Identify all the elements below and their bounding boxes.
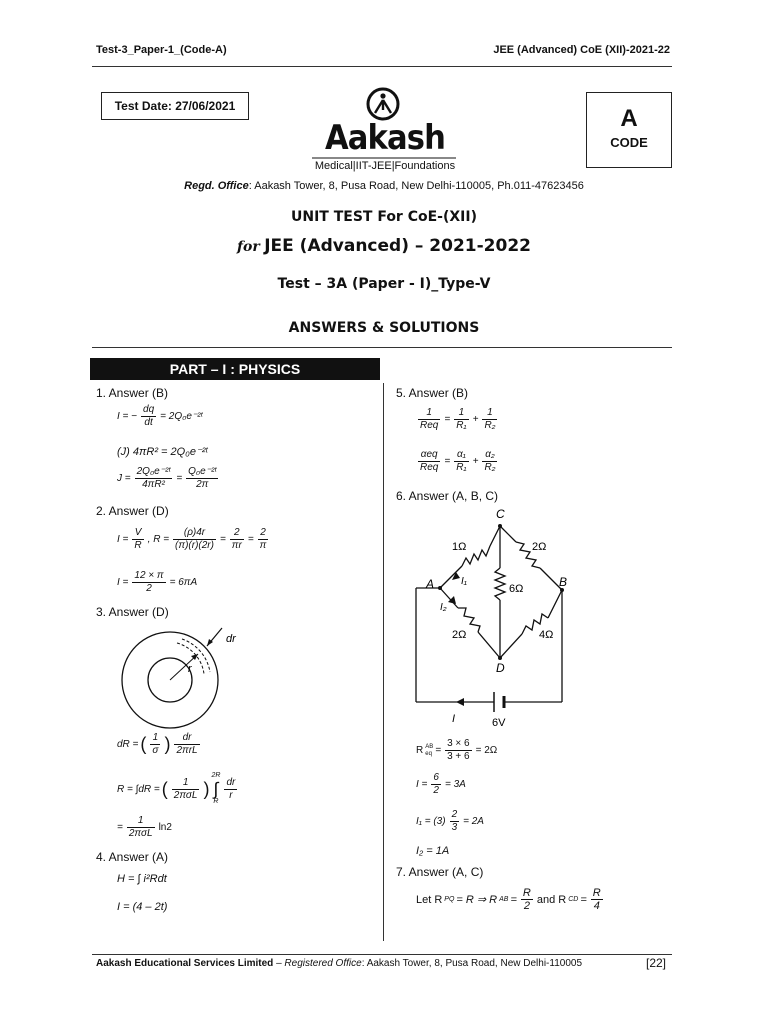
- test-title: Test – 3A (Paper - I)_Type-V: [277, 276, 491, 292]
- header-rule: [92, 66, 672, 67]
- resistor-db-label: 4Ω: [539, 629, 554, 641]
- q7-l1-e: =: [580, 893, 587, 906]
- q5-l2-plus: +: [472, 456, 479, 467]
- q3-l1-num2: dr: [174, 732, 199, 745]
- node-a-label: A: [426, 577, 435, 591]
- q6-l3-lhs: I₁ = (3): [416, 816, 446, 827]
- jee-title-text: JEE (Advanced) – 2021-2022: [264, 236, 531, 256]
- battery-label: 6V: [492, 717, 506, 729]
- q6-l1-sup: AB: [425, 743, 434, 750]
- q5-l1-num1: 1: [418, 407, 440, 420]
- title-rule: [92, 347, 672, 348]
- q5-l1-num2: 1: [454, 407, 468, 420]
- q6-l1-eq: =: [435, 745, 442, 756]
- q4-line-1: H = ∫ i²Rdt: [117, 873, 167, 885]
- current-i-label: I: [452, 713, 456, 725]
- q7-l1-b: = R ⇒ R: [456, 894, 498, 906]
- q3-l1-den1: σ: [152, 745, 159, 756]
- q6-line-1: [416, 738, 497, 763]
- q7-l1-num1: R: [522, 887, 531, 899]
- q5-l1-den3: R₂: [484, 420, 496, 431]
- q2-l1-d: =: [247, 534, 254, 545]
- q6-l1-den: 3 + 6: [447, 751, 470, 762]
- footer-address: : Aakash Tower, 8, Pusa Road, New Delhi-110005: [361, 958, 583, 969]
- q7-l1-a: Let R: [416, 893, 443, 906]
- q1-l3-num2: Q₀e⁻²ᵗ: [188, 466, 217, 477]
- q5-l2-eq: =: [444, 456, 451, 467]
- q2-l1-num3: 2: [230, 527, 244, 540]
- q5-line-2: [416, 449, 499, 474]
- q6-l3-rhs: = 2A: [463, 816, 484, 827]
- q2-l1-den1: R: [134, 540, 142, 551]
- node-b-label: B: [559, 575, 568, 589]
- q7-l1-c: =: [510, 893, 517, 906]
- q2-l1-c: =: [219, 534, 226, 545]
- q3-l1-lhs: dR =: [117, 739, 139, 750]
- q3-l3-den: 2πσL: [128, 828, 153, 839]
- code-letter: A: [620, 105, 638, 132]
- q1-l3-den1: 4πR²: [142, 479, 165, 490]
- q7-l1-num2: R: [592, 887, 601, 899]
- q5-l1-eq: =: [444, 414, 451, 425]
- q6-l2-rhs: = 3A: [444, 779, 466, 790]
- q1-l1-den: dt: [144, 417, 153, 428]
- logo-wordmark: Aakash: [325, 118, 445, 158]
- q3-l2-den2: r: [229, 789, 233, 801]
- q1-l3-den2: 2π: [196, 479, 209, 490]
- q1-l3-num1: 2Q₀e⁻²ᵗ: [136, 466, 171, 477]
- wheatstone-bridge-circuit: [412, 504, 572, 732]
- q3-l1-num1: 1: [150, 732, 160, 745]
- q1-line-2: (J) 4πR² = 2Q₀e⁻²ᵗ: [117, 446, 208, 458]
- q1-line-3: [117, 466, 220, 491]
- regd-office-text: : Aakash Tower, 8, Pusa Road, New Delhi-110005, Ph.011-47623456: [248, 180, 584, 192]
- node-d-label: D: [496, 661, 505, 675]
- footer-dash: –: [273, 958, 285, 969]
- q5-l2-den3: R₂: [484, 462, 496, 473]
- q3-l2-num2: dr: [226, 776, 236, 788]
- jee-title: [0, 236, 768, 256]
- code-box: [586, 92, 672, 168]
- q5-l1-den2: R₁: [456, 420, 467, 431]
- q3-l2-lower: R: [213, 798, 219, 805]
- q6-line-3: [416, 809, 484, 834]
- current-arrow-icon: [456, 698, 464, 706]
- q2-l2-rhs: = 6πA: [169, 577, 198, 588]
- q5-answer: 5. Answer (B): [396, 386, 469, 400]
- q3-l3-rhs: ln2: [158, 822, 172, 833]
- regd-office-line: [0, 180, 768, 192]
- header-left: Test-3_Paper-1_(Code-A): [96, 44, 227, 56]
- q6-l1-rhs: = 2Ω: [475, 745, 498, 756]
- q6-l2-num: 6: [433, 772, 439, 783]
- resistor-cd-label: 6Ω: [509, 583, 524, 595]
- q3-line-2: R = ∫dR = ( $\frac{1}{\text{2πσL}}$ ) 2R ∫ R $\frac{dr}{r}$: [117, 772, 236, 805]
- q3-fig-r: r: [188, 663, 192, 675]
- aakash-logo: [310, 86, 460, 178]
- regd-office-label: Regd. Office: [184, 180, 249, 192]
- q1-l3-eq: =: [176, 473, 183, 484]
- node-c-label: C: [496, 507, 505, 521]
- q1-l3-lhs: J =: [117, 473, 131, 484]
- q2-l1-num2: (ρ)4r: [173, 527, 216, 540]
- q3-line-1: dR = ( $\frac{1}{\sigma}$ ) $\frac{dr}{\text{2πrL}}$: [117, 732, 198, 756]
- footer-rule: [92, 954, 672, 955]
- q3-fig-dr: dr: [226, 633, 236, 645]
- q7-answer: 7. Answer (A, C): [396, 865, 484, 879]
- q6-line-2: [416, 772, 466, 797]
- column-divider: [383, 383, 384, 941]
- footer-company: Aakash Educational Services Limited: [96, 958, 274, 969]
- q7-l1-d: and R: [536, 893, 567, 906]
- q5-l1-den1: Req: [420, 420, 439, 431]
- resistor-ad-label: 2Ω: [452, 629, 467, 641]
- q6-circuit: [412, 504, 572, 732]
- q6-l3-den: 3: [451, 822, 458, 833]
- q2-l2-lhs: I =: [117, 577, 129, 588]
- current-i2-arrow-icon: [448, 596, 456, 604]
- q5-l2-num2: α₁: [454, 449, 468, 462]
- q6-l1-num: 3 × 6: [447, 738, 470, 749]
- q3-l2-lhs: R = ∫dR =: [117, 783, 160, 795]
- q7-line-1: [416, 887, 605, 912]
- current-i2-label: I₂: [440, 602, 447, 613]
- q3-l2-den1: 2πσL: [173, 789, 198, 801]
- q2-answer: 2. Answer (D): [96, 504, 169, 518]
- q7-l1-den2: 4: [593, 900, 600, 912]
- resistor-ac-label: 1Ω: [452, 541, 467, 553]
- code-label: CODE: [610, 135, 648, 150]
- q3-l2-num1: 1: [172, 777, 200, 790]
- q4-answer: 4. Answer (A): [96, 850, 169, 864]
- q1-answer: 1. Answer (B): [96, 386, 169, 400]
- q7-l1-den1: 2: [523, 900, 530, 912]
- q7-l1-sub2: AB: [499, 896, 509, 903]
- q2-l1-a: I =: [117, 534, 129, 545]
- q6-answer: 6. Answer (A, B, C): [396, 489, 499, 503]
- q3-l2-upper: 2R: [211, 772, 221, 779]
- part-heading: PART – I : PHYSICS: [90, 358, 380, 380]
- page-number: [22]: [646, 956, 667, 970]
- q6-line-4: I₂ = 1A: [416, 845, 450, 857]
- q2-line-2: [117, 570, 197, 595]
- answers-solutions-title: ANSWERS & SOLUTIONS: [288, 320, 480, 336]
- q6-l1-sub: eq: [425, 750, 432, 757]
- q2-l1-num4: 2: [258, 527, 269, 540]
- q2-l1-den3: πr: [231, 540, 242, 551]
- q6-l2-lhs: I =: [416, 779, 428, 790]
- q1-l1-num: dq: [143, 404, 155, 415]
- jee-title-for: for: [237, 239, 260, 255]
- q6-l2-den: 2: [433, 785, 439, 796]
- q1-l1-lhs: I = −: [117, 411, 138, 422]
- current-i1-arrow-icon: [452, 572, 460, 580]
- q6-l1-lhs: R: [416, 745, 424, 756]
- q5-l2-num1: αeq: [418, 449, 440, 462]
- q5-l2-den1: Req: [420, 462, 439, 473]
- q2-l1-b: , R =: [147, 534, 170, 545]
- q5-l1-plus: +: [472, 414, 479, 425]
- q1-line-1: [117, 404, 202, 429]
- q3-line-3: [117, 815, 172, 840]
- q5-l2-den2: R₁: [456, 462, 467, 473]
- q2-l1-num1: V: [132, 527, 143, 540]
- test-date-box: [101, 92, 249, 120]
- q2-l1-den2: (π)(r)(2r): [175, 540, 214, 551]
- q7-l1-sub1: PQ: [444, 896, 455, 903]
- test-date: Test Date: 27/06/2021: [114, 99, 236, 113]
- header-right: JEE (Advanced) CoE (XII)-2021-22: [493, 44, 670, 56]
- q1-l1-rhs: = 2Q₀e⁻²ᵗ: [160, 411, 203, 422]
- q2-l1-den4: π: [259, 540, 267, 551]
- unit-test-title: UNIT TEST For CoE-(XII): [290, 209, 477, 225]
- current-i1-label: I₁: [461, 576, 467, 587]
- q5-line-1: [416, 407, 499, 432]
- q5-l1-num3: 1: [482, 407, 497, 420]
- q3-l3-num: 1: [127, 815, 155, 828]
- q6-l3-num: 2: [451, 809, 458, 820]
- resistor-cb-label: 2Ω: [532, 541, 547, 553]
- q3-l3-eq: =: [117, 822, 123, 833]
- q3-l1-den2: 2πrL: [176, 745, 198, 756]
- q2-l2-den: 2: [146, 583, 152, 594]
- q4-line-2: I = (4 – 2t): [117, 901, 168, 913]
- footer-text: [96, 958, 582, 969]
- footer-reg-label: Registered Office: [284, 958, 362, 969]
- q5-l2-num3: α₂: [482, 449, 497, 462]
- logo-tagline: Medical|IIT-JEE|Foundations: [314, 160, 456, 172]
- q3-answer: 3. Answer (D): [96, 605, 169, 619]
- q3-figure: [114, 622, 244, 732]
- concentric-shell-diagram: [114, 622, 244, 732]
- q2-line-1: [117, 527, 270, 552]
- q7-l1-sub3: CD: [568, 896, 579, 903]
- q2-l2-num: 12 × π: [134, 570, 164, 581]
